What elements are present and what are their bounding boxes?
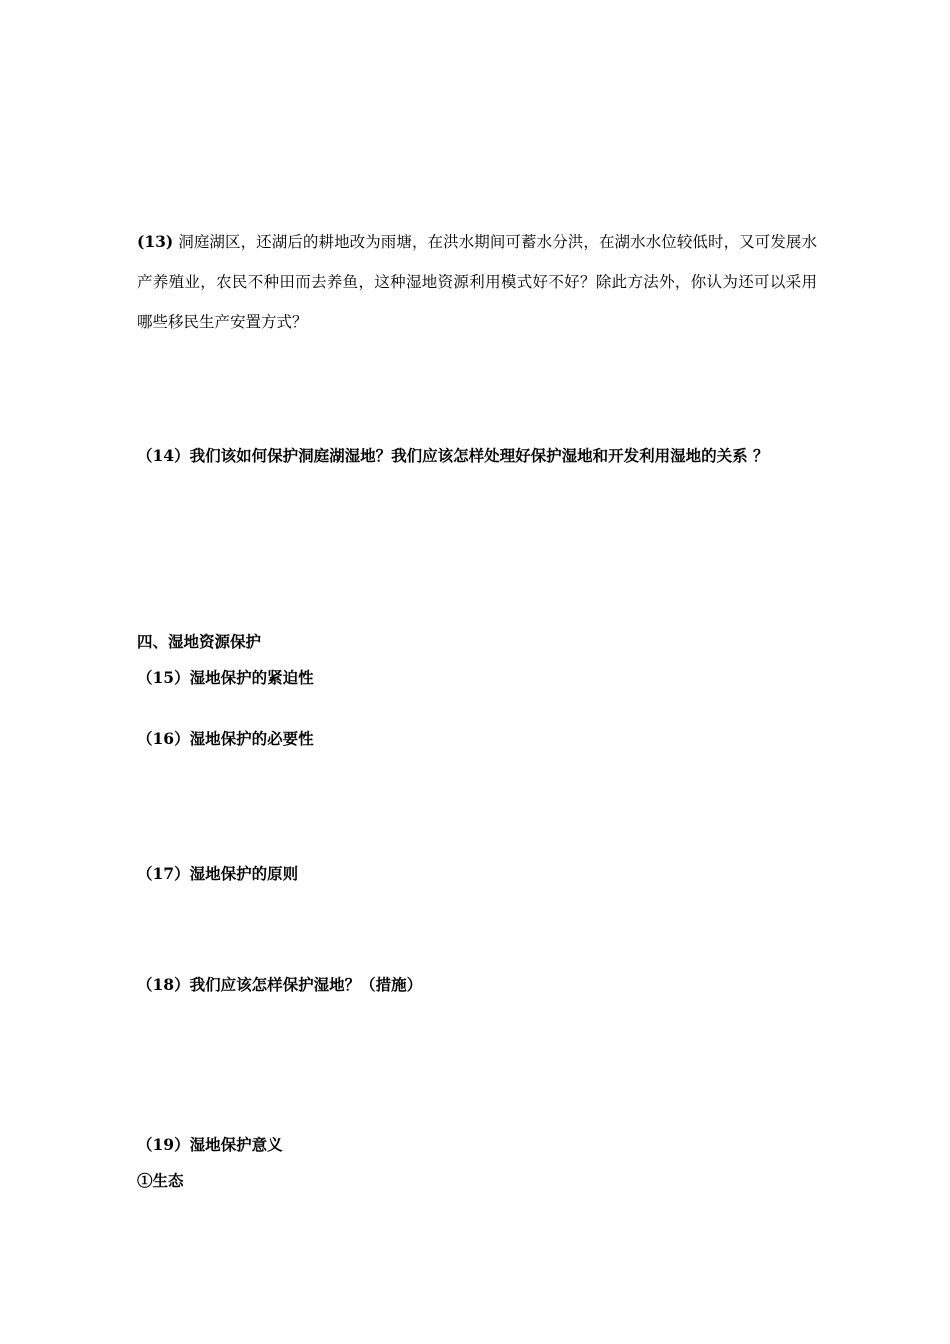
question-19: （19）湿地保护意义 [137, 1135, 283, 1154]
question-18: （18）我们应该怎样保护湿地？（措施） [137, 975, 423, 994]
question-13-text: 洞庭湖区，还湖后的耕地改为雨塘，在洪水期间可蓄水分洪，在湖水水位较低时，又可发展水产养殖业，农民不种田而去养鱼，这种湿地资源利用模式好不好？除此方法外，你认为还可以采用哪些移民生产安置方式？ [137, 233, 817, 331]
question-13 [137, 222, 817, 342]
question-15: （15）湿地保护的紧迫性 [137, 668, 314, 687]
list-item-ecology: ①生态 [137, 1171, 184, 1190]
question-13-number: (13) [137, 232, 174, 251]
question-16: （16）湿地保护的必要性 [137, 729, 314, 748]
section-4-heading: 四、湿地资源保护 [137, 632, 262, 651]
question-14: （14）我们该如何保护洞庭湖湿地？我们应该怎样处理好保护湿地和开发利用湿地的关系 ？ [137, 446, 769, 465]
question-17: （17）湿地保护的原则 [137, 864, 299, 883]
